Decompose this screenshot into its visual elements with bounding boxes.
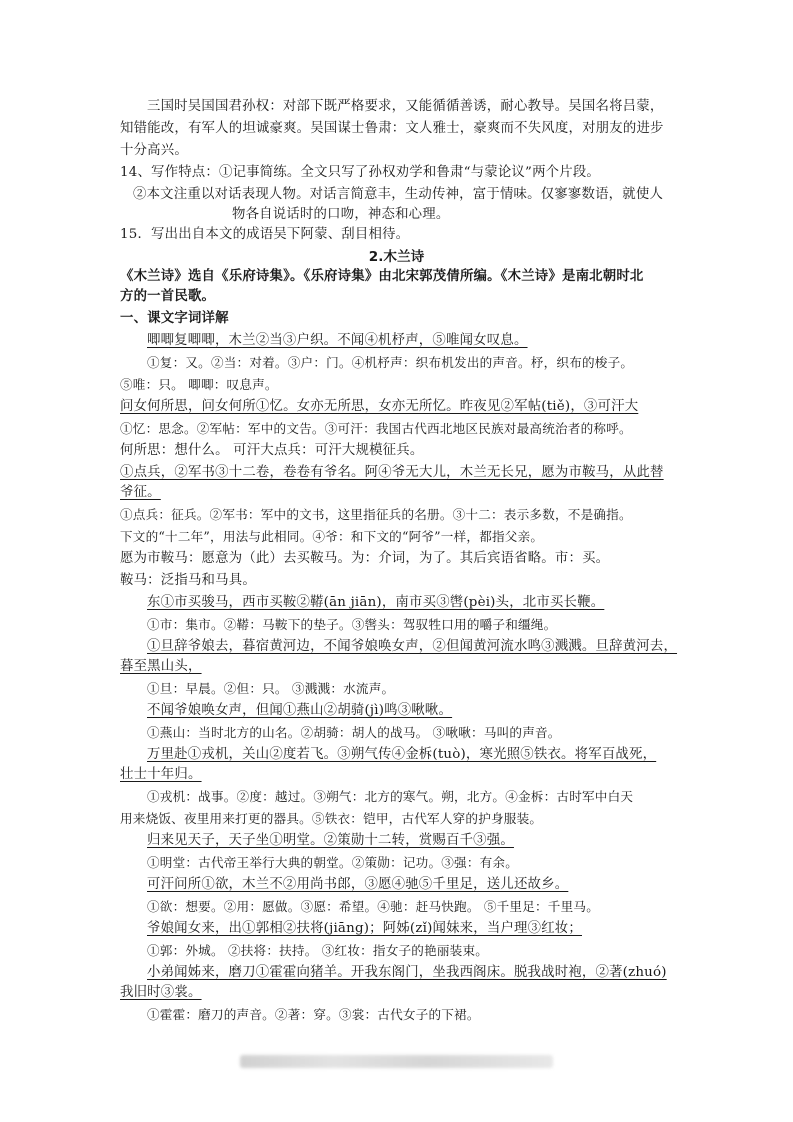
annotation-line: ⑤唯：只。 唧唧：叹息声。	[120, 377, 278, 392]
annotation-line: 何所思：想什么。 可汗大点兵：可汗大规模征兵。	[120, 443, 424, 458]
annotation-line: ①忆：思念。②军帖：军中的文告。③可汗：我国古代西北地区民族对最高统治者的称呼。	[120, 421, 632, 436]
text-line: 三国时吴国国君孙权：对部下既严格要求，又能循循善诱，耐心教导。吴国名将吕蒙，	[147, 99, 664, 114]
poem-line: ①旦辞爷娘去，暮宿黄河边，不闻爷娘唤女声，②但闻黄河流水鸣③溅溅。旦辞黄河去，	[147, 639, 678, 654]
annotation-line: ①欲：想要。②用：愿做。③愿：希望。④驰：赶马快跑。 ⑤千里足：千里马。	[147, 899, 599, 914]
intro-line: 《木兰诗》选自《乐府诗集》。《乐府诗集》由北宋郭茂倩所编。《木兰诗》是南北朝时北	[120, 269, 644, 284]
poem-line: 归来见天子，天子坐①明堂。②策勋十二转，赏赐百千③强。	[147, 833, 514, 848]
poem-line: 暮至黑山头，	[120, 659, 202, 674]
poem-line: 爷娘闻女来，出①郭相②扶将(jiāng)；阿姊(zǐ)闻妹来，当户理③红妆；	[147, 921, 582, 936]
poem-line: 我旧时③裳。	[120, 985, 202, 1000]
text-line: 物各自说话时的口吻，神态和心理。	[232, 207, 450, 222]
text-line: ②本文注重以对话表现人物。对话言简意丰，生动传神，富于情味。仅寥寥数语，就使人	[133, 187, 664, 202]
annotation-line: ①市：集市。②鞯：马鞍下的垫子。③辔头：驾驭牲口用的嚼子和缰绳。	[147, 617, 557, 632]
annotation-line: ①旦：早晨。②但：只。 ③溅溅：水流声。	[147, 681, 395, 696]
section-title: 2.木兰诗	[368, 249, 425, 265]
subsection-heading: 一、课文字词详解	[120, 311, 229, 326]
annotation-line: ①点兵：征兵。②军书：军中的文书，这里指征兵的名册。③十二：表示多数，不是确指。	[120, 507, 632, 522]
annotation-line: ①戎机：战事。②度：越过。③朔气：北方的寒气。朔，北方。④金柝：古时军中白天	[147, 789, 634, 804]
poem-line: 不闻爷娘唤女声，但闻①燕山②胡骑(jì)鸣③啾啾。	[147, 703, 453, 718]
text-line: 十分高兴。	[120, 143, 188, 158]
poem-line: 可汗问所①欲，木兰不②用尚书郎，③愿④驰⑤千里足，送儿还故乡。	[147, 877, 569, 892]
text-line: 知错能改，有军人的坦诚豪爽。吴国谋士鲁肃：文人雅士，豪爽而不失风度，对朋友的进步	[120, 121, 664, 136]
poem-line: 壮士十年归。	[120, 767, 202, 782]
annotation-line: ①霍霍：磨刀的声音。②著：穿。③裳：古代女子的下裙。	[147, 1007, 480, 1022]
idioms-line: 15．写出出自本文的成语吴下阿蒙、刮目相待。	[120, 227, 410, 242]
poem-line: 小弟闻姊来，磨刀①霍霍向猪羊。开我东阁门，坐我西阁床。脱我战时袍，②著(zhuó)	[147, 965, 667, 980]
writing-features-line: 14、写作特点：①记事简练。全文只写了孙权劝学和鲁肃“与蒙论议”两个片段。	[120, 165, 601, 180]
annotation-line: 鞍马：泛指马和马具。	[120, 573, 256, 588]
annotation-line: ①明堂：古代帝王举行大典的朝堂。②策勋：记功。③强：有余。	[147, 855, 519, 870]
annotation-line: ①复：又。②当：对着。③户：门。④机杼声：织布机发出的声音。杼，织布的梭子。	[147, 355, 634, 370]
annotation-line: ①燕山：当时北方的山名。②胡骑：胡人的战马。 ③啾啾：马叫的声音。	[147, 725, 561, 740]
poem-line: ①点兵，②军书③十二卷，卷卷有爷名。阿④爷无大儿，木兰无长兄，愿为市鞍马，从此替	[120, 465, 664, 480]
blurred-footer	[240, 1055, 553, 1068]
annotation-line: 愿为市鞍马：愿意为（此）去买鞍马。为：介词，为了。其后宾语省略。市：买。	[120, 551, 610, 566]
poem-line: 唧唧复唧唧，木兰②当③户织。不闻④机杼声，⑤唯闻女叹息。	[147, 333, 528, 348]
intro-line: 方的一首民歌。	[120, 289, 216, 304]
annotation-line: ①郭：外城。 ②扶将：扶持。 ③红妆：指女子的艳丽装束。	[147, 943, 489, 958]
poem-line: 万里赴①戎机，关山②度若飞。③朔气传④金柝(tuò)，寒光照⑤铁衣。将军百战死，	[147, 747, 657, 762]
poem-line: 问女何所思，问女何所①忆。女亦无所思，女亦无所忆。昨夜见②军帖(tiě)，③可汗大	[120, 399, 639, 414]
annotation-line: 用来烧饭、夜里用来打更的器具。⑤铁衣：铠甲，古代军人穿的护身服装。	[120, 811, 543, 826]
poem-line: 爷征。	[120, 485, 161, 500]
poem-line: 东①市买骏马，西市买鞍②鞯(ān jiān)，南市买③辔(pèi)头，北市买长鞭。	[147, 595, 605, 610]
annotation-line: 下文的“十二年”，用法与此相同。④爷：和下文的“阿爷”一样，都指父亲。	[120, 529, 544, 544]
